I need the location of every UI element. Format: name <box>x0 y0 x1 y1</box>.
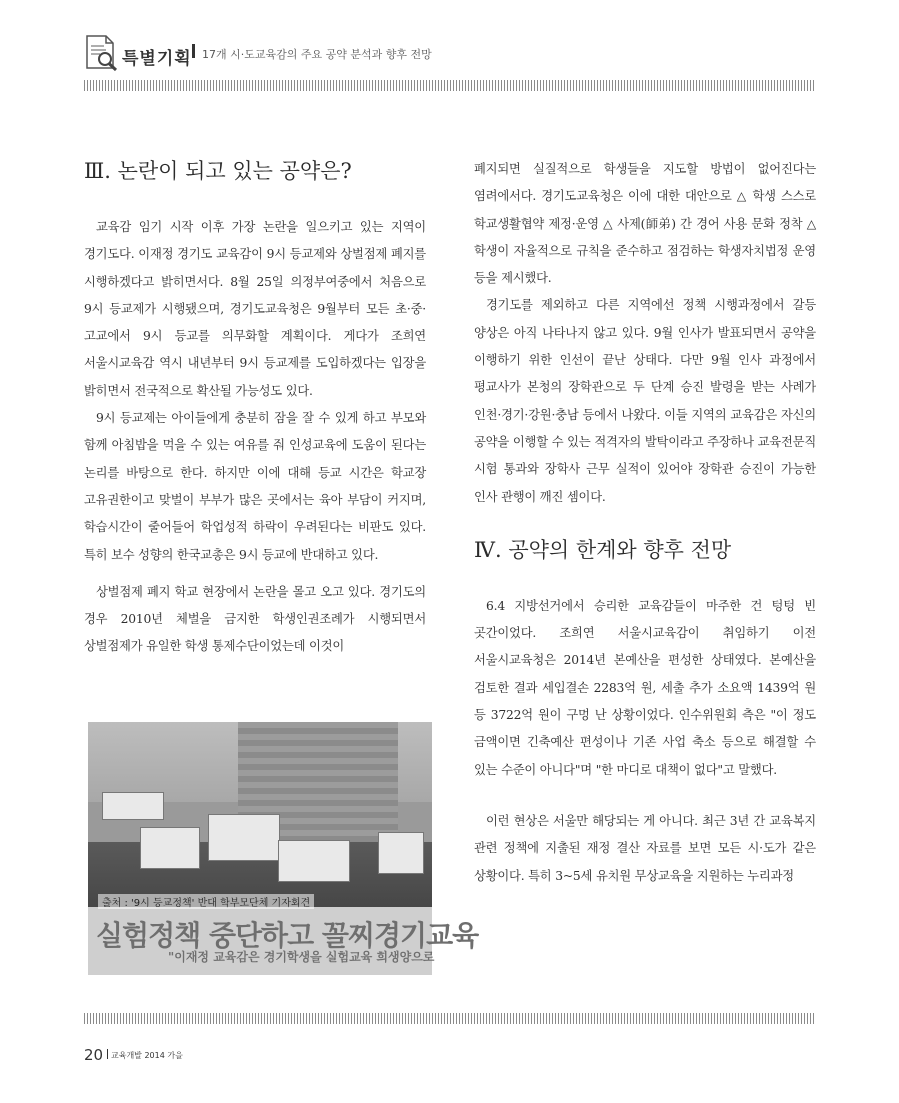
section-title-3: Ⅲ. 논란이 되고 있는 공약은? <box>84 159 352 183</box>
protest-sign <box>102 792 164 820</box>
protest-sign <box>140 827 200 869</box>
section-title-4: Ⅳ. 공약의 한계와 향후 전망 <box>474 537 732 562</box>
right-column <box>474 156 816 890</box>
header-divider <box>192 44 195 58</box>
body-paragraph: 경기도를 제외하고 다른 지역에선 정책 시행과정에서 갈등 양상은 아직 나타나지 않고 있다. 9월 인사가 발표되면서 공약을 이행하기 위한 인선이 끝난 상태다. 다만 9월 인사 과정에서 평교사가 본청의 장학관으로 두 단계 승진 발령을 받는 사례가 인천·경기·강원·충남 등에서 나왔다. 이들 지역의 교육감은 자신의 공약을 이행할 수 있는 적격자의 발탁이라고 주장하나 교육전문직 시험 통과와 장학사 근무 실적이 있어야 장학관 승진이 가능한 인사 관행이 깨진 셈이다. <box>474 298 816 504</box>
protest-sign <box>208 814 280 861</box>
body-paragraph: 교육감 임기 시작 이후 가장 논란을 일으키고 있는 지역이 경기도다. 이재정 경기도 교육감이 9시 등교제와 상벌점제 폐지를 시행하겠다고 밝히면서다. 8월 25일 의정부여중에서 처음으로 9시 등교제가 시행됐으며, 경기도교육청은 9월부터 모든 초·중·고교에서 9시 등교를 의무화할 계획이다. 게다가 조희연 서울시교육감 역시 내년부터 9시 등교제를 도입하겠다는 입장을 밝히면서 전국적으로 확산될 가능성도 있다. <box>84 220 426 398</box>
paragraph-gap <box>474 784 816 808</box>
left-column <box>84 156 426 661</box>
publication-name: 교육개발 2014 가을 <box>111 1051 183 1060</box>
photo-caption: 출처 : '9시 등교정책' 반대 학부모단체 기자회견 <box>98 894 314 909</box>
protest-sign <box>278 840 350 882</box>
body-paragraph: 상벌점제 폐지 학교 현장에서 논란을 몰고 오고 있다. 경기도의 경우 2010년 체벌을 금지한 학생인권조례가 시행되면서 상벌점제가 유일한 학생 통제수단이었는데 이것이 <box>84 584 426 654</box>
header-stripe <box>84 80 816 91</box>
body-paragraph: 9시 등교제는 아이들에게 충분히 잠을 잘 수 있게 하고 부모와 함께 아침밥을 먹을 수 있는 여유를 줘 인성교육에 도움이 된다는 논리를 바탕으로 한다. 하지만 이에 대해 등교 시간은 학교장 고유권한이고 맞벌이 부부가 많은 곳에서는 육아 부담이 커지며, 학습시간이 줄어들어 학업성적 하락이 우려된다는 비판도 있다. 특히 보수 성향의 한국교총은 9시 등교에 반대하고 있다. <box>84 411 426 562</box>
body-paragraph: 폐지되면 실질적으로 학생들을 지도할 방법이 없어진다는 염려에서다. 경기도교육청은 이에 대한 대안으로 △ 학생 스스로 학교생활협약 제정·운영 △ 사제(師弟) 간 경어 사용 문화 정착 △ 학생이 자율적으로 규칙을 준수하고 점검하는 학생자치법정 운영 등을 제시했다. <box>474 162 816 286</box>
document-search-icon <box>84 34 118 72</box>
banner-text: 실험정책 중단하고 꼴찌경기교육 <box>96 919 479 952</box>
page-number: 20 <box>84 1046 104 1064</box>
body-paragraph: 6.4 지방선거에서 승리한 교육감들이 마주한 건 텅텅 빈 곳간이었다. 조희연 서울시교육감이 취임하기 이전 서울시교육청은 2014년 본예산을 편성한 상태였다. 본예산을 검토한 결과 세입결손 2283억 원, 세출 추가 소요액 1439억 원 등 3722억 원이 구멍 난 상황이었다. 인수위원회 측은 "이 정도 금액이면 긴축예산 편성이나 기존 사업 축소 등으로 해결할 수 있는 수준이 아니다"며 "한 마디로 대책이 없다"고 말했다. <box>474 598 816 777</box>
body-paragraph: 이런 현상은 서울만 해당되는 게 아니다. 최근 3년 간 교육복지 관련 정책에 지출된 재정 결산 자료를 보면 모든 시·도가 같은 상황이다. 특히 3~5세 유치원 무상교육을 지원하는 누리과정 <box>474 813 816 883</box>
header-subtitle: 17개 시·도교육감의 주요 공약 분석과 향후 전망 <box>202 48 432 61</box>
press-conference-photo <box>88 722 479 975</box>
paragraph-gap <box>84 569 426 579</box>
banner-subtext: "이재정 교육감은 경기학생을 실험교육 희생양으로 <box>168 950 435 964</box>
protest-sign <box>378 832 424 874</box>
paragraph-gap <box>474 511 816 535</box>
section-label: 특별기획 <box>122 49 192 69</box>
footer-divider <box>107 1049 108 1059</box>
footer-stripe <box>84 1013 816 1024</box>
